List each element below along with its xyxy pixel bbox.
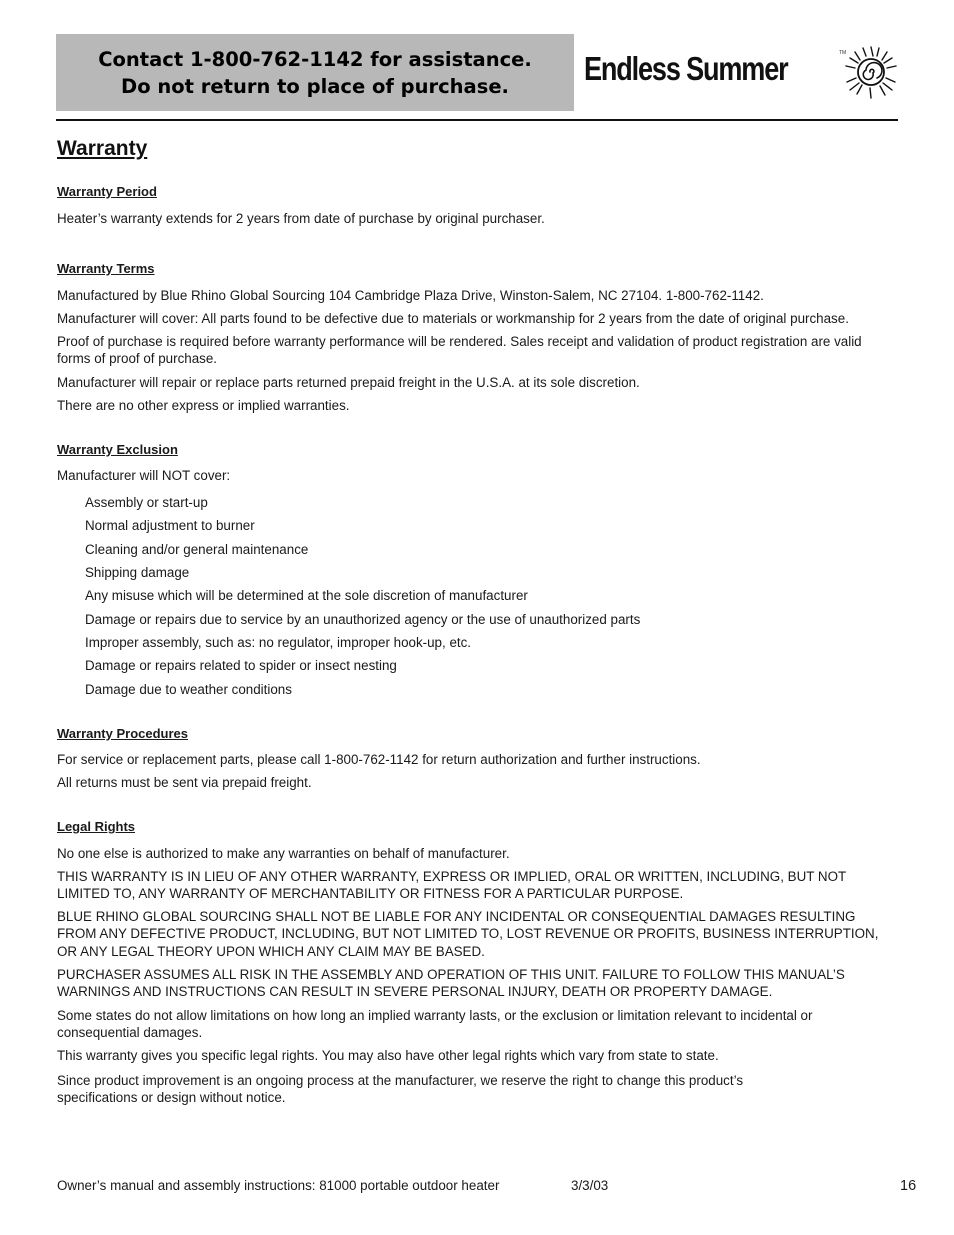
- list-item: Cleaning and/or general maintenance: [85, 542, 309, 557]
- section-heading-period: Warranty Period: [57, 184, 157, 199]
- trademark-mark: TM: [839, 50, 847, 56]
- list-item: Normal adjustment to burner: [85, 518, 255, 533]
- brand-name: Endless Summer: [584, 50, 788, 87]
- paragraph: PURCHASER ASSUMES ALL RISK IN THE ASSEMBLY AND OPERATION OF THIS UNIT. FAILURE TO FOLLOW THIS MANUAL’S WARNINGS AND INSTRUCTIONS CAN RESULT IN SEVERE PERSONAL INJURY, DEATH OR PROPERTY DAMAGE.: [57, 967, 845, 1000]
- list-item: Any misuse which will be determined at the sole discretion of manufacturer: [85, 588, 528, 603]
- paragraph: All returns must be sent via prepaid freight.: [57, 775, 312, 790]
- paragraph: Manufacturer will repair or replace parts returned prepaid freight in the U.S.A. at its sole discretion.: [57, 375, 640, 390]
- list-item: Assembly or start-up: [85, 495, 208, 510]
- sun-spiral-icon: [843, 44, 899, 100]
- list-item: Damage due to weather conditions: [85, 682, 292, 697]
- header-divider: [56, 119, 898, 121]
- list-item: Damage or repairs due to service by an unauthorized agency or the use of unauthorized parts: [85, 612, 641, 627]
- paragraph: For service or replacement parts, please call 1-800-762-1142 for return authorization and further instructions.: [57, 752, 701, 767]
- section-heading-procedures: Warranty Procedures: [57, 726, 189, 741]
- list-item: Damage or repairs related to spider or insect nesting: [85, 658, 397, 673]
- paragraph: THIS WARRANTY IS IN LIEU OF ANY OTHER WARRANTY, EXPRESS OR IMPLIED, ORAL OR WRITTEN, INCLUDING, BUT NOT LIMITED TO, ANY WARRANTY OF MERCHANTABILITY OR FITNESS FOR A PARTICULAR PURPOSE.: [57, 869, 846, 902]
- paragraph: Since product improvement is an ongoing process at the manufacturer, we reserve the right to change this product’s specifications or design without notice.: [57, 1073, 744, 1106]
- contact-line-return: Do not return to place of purchase.: [121, 74, 509, 98]
- paragraph: Heater’s warranty extends for 2 years from date of purchase by original purchaser.: [57, 211, 545, 226]
- brand-logo: [584, 42, 902, 104]
- paragraph: BLUE RHINO GLOBAL SOURCING SHALL NOT BE LIABLE FOR ANY INCIDENTAL OR CONSEQUENTIAL DAMAGES RESULTING FROM ANY DEFECTIVE PRODUCT, INCLUDING, BUT NOT LIMITED TO, LOST REVENUE OR PROFITS, BUSINESS INTERRUPTION, OR ANY LEGAL THEORY UPON WHICH ANY CLAIM MAY BE BASED.: [57, 909, 879, 959]
- page-title: Warranty: [57, 137, 148, 160]
- page-number: 16: [900, 1178, 917, 1194]
- paragraph: Some states do not allow limitations on how long an implied warranty lasts, or the exclusion or limitation relevant to incidental or consequential damages.: [57, 1008, 813, 1041]
- section-heading-legal: Legal Rights: [57, 819, 136, 834]
- contact-banner: [56, 34, 574, 111]
- footer-date: 3/3/03: [571, 1178, 609, 1193]
- section-heading-exclusion: Warranty Exclusion: [57, 442, 178, 457]
- list-item: Improper assembly, such as: no regulator, improper hook-up, etc.: [85, 635, 472, 650]
- contact-line-phone: Contact 1-800-762-1142 for assistance.: [98, 47, 532, 71]
- paragraph: Manufacturer will NOT cover:: [57, 468, 231, 483]
- paragraph: There are no other express or implied warranties.: [57, 398, 350, 413]
- footer-manual-title: Owner’s manual and assembly instructions: 81000 portable outdoor heater: [57, 1178, 500, 1193]
- paragraph: No one else is authorized to make any warranties on behalf of manufacturer.: [57, 846, 510, 861]
- list-item: Shipping damage: [85, 565, 190, 580]
- paragraph: This warranty gives you specific legal rights. You may also have other legal rights which vary from state to state.: [57, 1048, 719, 1063]
- paragraph: Manufacturer will cover: All parts found to be defective due to materials or workmanship for 2 years from the date of original purchase.: [57, 311, 849, 326]
- paragraph: Proof of purchase is required before warranty performance will be rendered. Sales receipt and validation of product registration are valid forms of proof of purchase.: [57, 334, 862, 367]
- paragraph: Manufactured by Blue Rhino Global Sourcing 104 Cambridge Plaza Drive, Winston-Salem, NC 27104. 1-800-762-1142.: [57, 288, 764, 303]
- section-heading-terms: Warranty Terms: [57, 261, 155, 276]
